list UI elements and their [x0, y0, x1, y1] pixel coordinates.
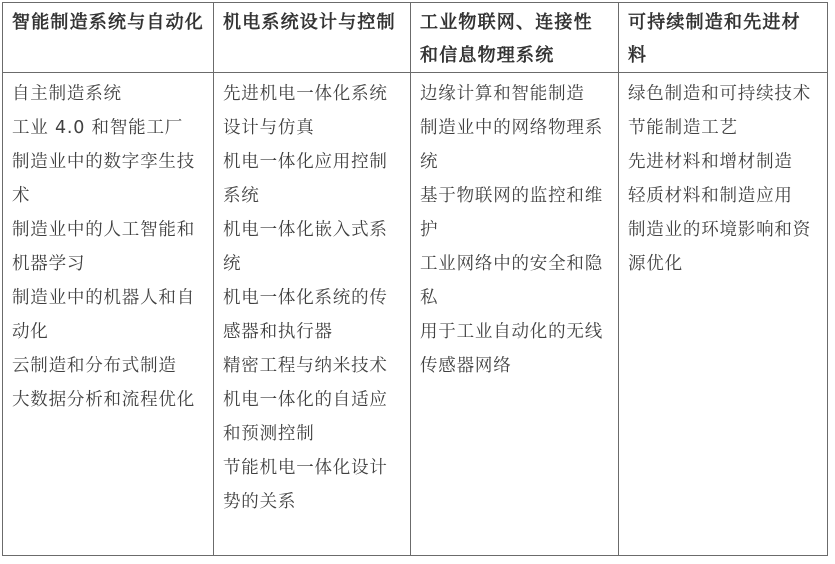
list-item: 基于物联网的监控和维护 — [420, 186, 603, 240]
list-item: 云制造和分布式制造 — [12, 356, 177, 376]
header-row — [3, 3, 828, 73]
column-cell-industrial-iot — [411, 73, 619, 556]
list-item: 大数据分析和流程优化 — [12, 390, 195, 410]
list-item: 机电一体化应用控制系统 — [223, 152, 388, 206]
column-header-smart-manufacturing: 智能制造系统与自动化 — [3, 3, 214, 73]
column-cell-sustainable-manufacturing — [619, 73, 828, 556]
list-item: 精密工程与纳米技术 — [223, 356, 388, 376]
list-item: 机电一体化系统的传感器和执行器 — [223, 288, 388, 342]
body-row — [3, 73, 828, 556]
list-item: 节能机电一体化设计势的关系 — [223, 458, 388, 512]
list-item: 机电一体化嵌入式系统 — [223, 220, 388, 274]
list-item: 制造业中的机器人和自动化 — [12, 288, 195, 342]
column-header-sustainable-manufacturing: 可持续制造和先进材料 — [619, 3, 828, 73]
list-item: 轻质材料和制造应用 — [628, 186, 793, 206]
list-item: 绿色制造和可持续技术 — [628, 84, 811, 104]
list-item: 机电一体化的自适应和预测控制 — [223, 390, 388, 444]
list-item: 节能制造工艺 — [628, 118, 738, 138]
topics-table — [2, 2, 828, 556]
column-cell-mechatronics — [214, 73, 411, 556]
list-item: 工业 4.0 和智能工厂 — [12, 118, 184, 138]
list-item: 工业网络中的安全和隐私 — [420, 254, 603, 308]
column-cell-smart-manufacturing — [3, 73, 214, 556]
column-header-mechatronics: 机电系统设计与控制 — [214, 3, 411, 73]
column-header-industrial-iot: 工业物联网、连接性和信息物理系统 — [411, 3, 619, 73]
list-item: 制造业的环境影响和资源优化 — [628, 220, 811, 274]
list-item: 先进材料和增材制造 — [628, 152, 793, 172]
list-item: 用于工业自动化的无线传感器网络 — [420, 322, 603, 376]
list-item: 自主制造系统 — [12, 84, 122, 104]
list-item: 边缘计算和智能制造 — [420, 84, 585, 104]
list-item: 制造业中的网络物理系统 — [420, 118, 603, 172]
list-item: 制造业中的人工智能和机器学习 — [12, 220, 195, 274]
list-item: 先进机电一体化系统设计与仿真 — [223, 84, 388, 138]
list-item: 制造业中的数字孪生技术 — [12, 152, 195, 206]
